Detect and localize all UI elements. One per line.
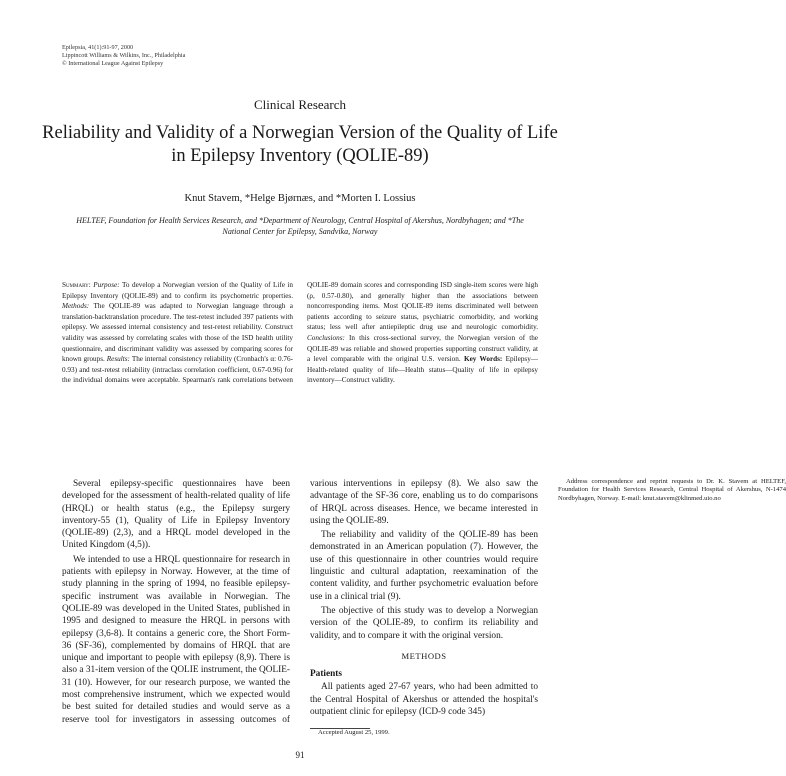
keywords-label: Key Words:	[463, 355, 506, 364]
footnote-accepted: Accepted August 25, 1999.	[318, 729, 390, 737]
journal-line-2: Lippincott Williams & Wilkins, Inc., Philadelphia	[62, 52, 186, 59]
section-label: Clinical Research	[253, 97, 347, 112]
purpose-label: Purpose:	[93, 281, 123, 289]
conclusions-label: Conclusions:	[307, 333, 350, 342]
conclusions-text: In this cross-sectional survey, the Norwegian version of the QOLIE-89 was reliable and showed properties supporting construct validity, at a level comparable with the original U.S. version.	[307, 333, 538, 364]
affiliation: HELTEF, Foundation for Health Services Research, and *Department of Neurology, Central Hospital of Akershus, Nordbyhagen; and *The National Center for Epilepsy, Sandvika, Norway	[76, 216, 524, 236]
body-paragraph-4: The objective of this study was to develop a Norwegian version of the QOLIE-89, to confirm its reliability and validity, and to compare it with the original version.	[310, 605, 538, 641]
keywords-text: Epilepsy—Health-related quality of life—Health status—Quality of life in epilepsy inventory—Construct validity.	[307, 355, 538, 385]
results-label: Results:	[106, 355, 132, 364]
journal-citation	[62, 44, 185, 68]
journal-line-1: Epilepsia, 41(1):91-97, 2000	[62, 44, 134, 51]
purpose-text: To develop a Norwegian version of the Quality of Life in Epilepsy Inventory (QOLIE-89) and to confirm its psychometric properties.	[62, 281, 293, 300]
body-paragraph-5: All patients aged 27-67 years, who had been admitted to the Central Hospital of Akershus or attended the hospital's outpatient clinic for epilepsy (ICD-9 code 345)	[310, 682, 538, 718]
body-paragraph-3: The reliability and validity of the QOLIE-89 has been demonstrated in an American population (7). However, the use of this questionnaire in other countries would require linguistic and cultural adaptation, reexamination of the content validity, and further psychometric evaluation before use in a clinical trial (9).	[310, 530, 538, 602]
author-list: Knut Stavem, *Helge Bjørnæs, and *Morten I. Lossius	[184, 193, 416, 204]
abstract-lead: Summary:	[62, 281, 94, 289]
results-text: The internal consistency reliability (Cronbach's α: 0.76-0.93) and test-retest reliability (intraclass correlation coefficient, 0.67-0.96) for the individual domains were acceptable. Spearman's rank correlations between QOLIE-89 domain scores and corresponding ISD single-item scores were high (ρ, 0.57-0.80), and generally higher than the associations between noncorresponding items. Most QOLIE-89 items discriminated well between patients according to seizure status, psychiatric comorbidity, and working status; less well after antiepileptic drug use and neurologic comorbidity.	[62, 281, 538, 385]
page-number: 91	[295, 750, 305, 760]
article-title: Reliability and Validity of a Norwegian Version of the Quality of Life in Epilepsy Inventory (QOLIE-89)	[42, 123, 558, 166]
body-paragraph-2: We intended to use a HRQL questionnaire for research in patients with epilepsy in Norway. However, at the time of study planning in the spring of 1994, no feasible epilepsy-specific instrument was available in Norwegian. The QOLIE-89 was developed in the United States, published in 1995 and designed to measure the HRQL in persons with epilepsy (3,6-8). It contains a generic core, the Short Form-36 (SF-36), complemented by domains of HRQL that are unique and important to people with epilepsy (8,9). There is also a 31-item version of the QOLIE instrument, the QOLIE-31 (10). However, for our research purpose, we wanted the most comprehensive instrument, which we expected would be best suited for detailed studies and would serve as a reserve tool for investigators in assessing outcomes of various interventions in epilepsy (8). We also saw the advantage of the SF-36 core, enabling us to do comparisons of HRQL across diseases. Hence, we became interested in using the QOLIE-89.	[62, 479, 538, 725]
footnote-correspondence: Address correspondence and reprint requests to Dr. K. Stavem at HELTEF, Foundation for Health Services Research, Central Hospital of Akershus, N-1474 Nordbyhagen, Norway. E-mail: knut.stavem@klinmed.uio.no	[558, 478, 786, 502]
methods-text: The QOLIE-89 was adapted to Norwegian language through a translation-backtranslation procedure. The test-retest included 397 patients with epilepsy. We assessed internal consistency and test-retest reliability. Construct validity was assessed by correlating scales with those of the ISD health utility questionnaire, and discriminant validity was assessed by comparing scores for known groups.	[62, 302, 293, 364]
abstract	[62, 280, 538, 440]
methods-heading: METHODS	[401, 650, 447, 661]
methods-label: Methods:	[62, 302, 94, 311]
article-body	[62, 478, 786, 738]
body-paragraph-1: Several epilepsy-specific questionnaires have been developed for the assessment of health-related quality of life (HRQL) or health status (e.g., the Epilepsy surgery inventory-55 (1), Quality of Life in Epilepsy Inventory (QOLIE-89) (2,3), and a HRQL model developed in the United Kingdom (4,5)).	[62, 479, 290, 551]
patients-heading: Patients	[310, 669, 343, 680]
journal-line-3: © International League Against Epilepsy	[62, 60, 164, 67]
